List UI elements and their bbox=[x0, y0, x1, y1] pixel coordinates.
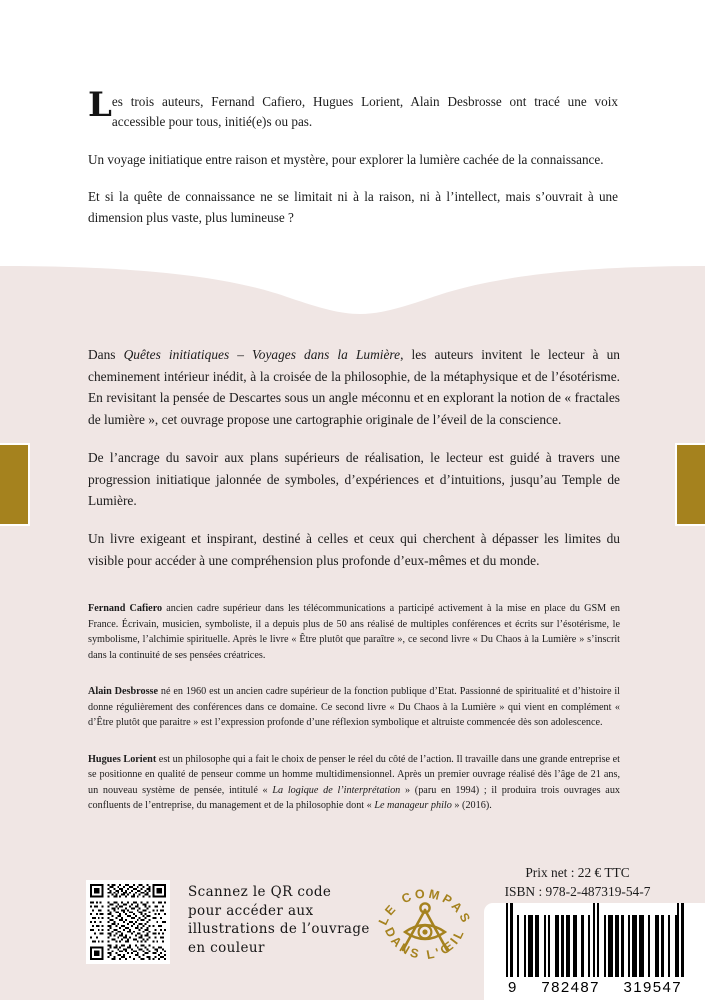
qr-caption-line-4: en couleur bbox=[188, 939, 265, 956]
book-title-italic: Quêtes initiatiques – Voyages dans la Lumière bbox=[123, 347, 401, 362]
author-name-desbrosse: Alain Desbrosse bbox=[88, 686, 159, 697]
qr-code-svg bbox=[88, 882, 168, 962]
author-bio-desbrosse-text: né en 1960 est un ancien cadre supérieur de la fonction publique d’Etat. Passionné de spiritualité et d’histoire il donne régulièrement des conférences dans ce domaine. Ce second livre « Du Chaos à la Lumière » qui vient en complément « d’Être plutôt que paraitre » est l’expression profonde d’une réflexion symbolique et altruiste commencée dès son adolescence. bbox=[88, 686, 620, 728]
author-name-cafiero: Fernand Cafiero bbox=[88, 603, 163, 614]
barcode-digit-group-3: 319547 bbox=[623, 979, 682, 996]
barcode-digits bbox=[506, 979, 684, 996]
price-isbn-block bbox=[470, 864, 685, 901]
blurb-text-block bbox=[88, 344, 620, 571]
gold-tab-right bbox=[675, 443, 705, 526]
qr-caption-line-1: Scannez le QR code bbox=[188, 884, 332, 900]
price-line: Prix net : 22 € TTC bbox=[525, 865, 630, 880]
author-bio-lorient bbox=[88, 752, 620, 814]
logo-text-bottom: DANS L'ŒIL bbox=[381, 925, 468, 963]
qr-caption-line-2: pour accéder aux bbox=[188, 902, 314, 919]
isbn-line: ISBN : 978-2-487319-54-7 bbox=[504, 883, 651, 899]
eye-pupil bbox=[422, 929, 427, 934]
blurb-paragraph-3: Un livre exigeant et inspirant, destiné à celles et ceux qui cherchent à dépasser les limites du visible pour accéder à une compréhension plus profonde d’eux-mêmes et du monde. bbox=[88, 530, 620, 568]
author-bio-cafiero bbox=[88, 601, 620, 663]
author-bio-lorient-text-3: » (2016). bbox=[451, 800, 492, 811]
work-title-logique: La logique de l’interprétation bbox=[272, 784, 401, 796]
author-name-lorient: Hugues Lorient bbox=[88, 753, 157, 765]
author-bio-desbrosse bbox=[88, 684, 620, 731]
gold-tab-left bbox=[0, 443, 30, 526]
qr-code-icon[interactable] bbox=[86, 880, 170, 964]
author-bios-block bbox=[88, 601, 620, 814]
barcode-icon bbox=[506, 915, 684, 996]
author-bio-lorient-text-2: » (paru en 1994) ; il produira trois ouvrages aux confluents de l’entreprise, du management et de la philosophie dont « bbox=[88, 784, 621, 811]
work-title-manageur: Le manageur philo bbox=[374, 800, 452, 811]
qr-caption bbox=[188, 880, 370, 958]
qr-caption-line-3: illustrations de l’ouvrage bbox=[188, 921, 370, 938]
barcode-bars bbox=[506, 915, 684, 977]
logo-text-top: LE COMPAS bbox=[375, 886, 475, 928]
intro-paragraph-1 bbox=[88, 85, 618, 133]
compass-eye-icon bbox=[369, 868, 481, 980]
intro-paragraph-3: Et si la quête de connaissance ne se limitait ni à la raison, ni à l’intellect, mais s’ouvrait à une dimension plus vaste, plus lumineuse ? bbox=[88, 189, 618, 225]
drop-cap-letter: L bbox=[88, 85, 111, 125]
intro-paragraph-1-text: es trois auteurs, Fernand Cafiero, Hugues Lorient, Alain Desbrosse ont tracé une voix accessible pour tous, initié(e)s ou pas. bbox=[111, 94, 618, 130]
barcode-digit-group-1: 9 bbox=[508, 979, 518, 996]
blurb-p1-lead: Dans bbox=[88, 347, 124, 362]
blurb-p1-rest: , les auteurs invitent le lecteur à un cheminement intérieur inédit, à la croisée de la philosophie, de la métaphysique et de l’ésotérisme. En revisitant la pensée de Descartes sous un angle méconnu et en explorant la notion de « fractales de lumière », cet ouvrage propose une cartographie originale de l’éveil de la conscience. bbox=[88, 347, 620, 428]
publisher-logo bbox=[369, 868, 481, 980]
intro-text-block bbox=[88, 85, 618, 228]
blurb-paragraph-2: De l’ancrage du savoir aux plans supérieurs de réalisation, le lecteur est guidé à travers une progression initiatique jalonnée de symboles, d’expériences et d’intuitions, jusqu’au Temple de Lumière. bbox=[88, 449, 620, 509]
qr-code-block bbox=[86, 880, 370, 964]
barcode-digit-group-2: 782487 bbox=[541, 979, 600, 996]
svg-text:LE COMPAS bbox=[376, 887, 474, 928]
author-bio-lorient-text-1: est un philosophe qui a fait le choix de penser le réel du côté de l’action. Il travaille dans une grande entreprise et se positionne en qualité de penseur comme un homme multidimensionnel. Après un premier ouvrage réalisé dès l’âge de 21 ans, un nouveau système de pensée, intitulé « bbox=[88, 753, 620, 796]
author-bio-cafiero-text: ancien cadre supérieur dans les télécommunications a participé activement à la mise en place du GSM en France. Écrivain, musicien, symboliste, il a depuis plus de 50 ans réalisé de multiples conférences et écrits sur l’ésotérisme, le symbolisme, l’alchimie spirituelle. Après le livre « Être plutôt que paraître », ce second livre « Du Chaos à la Lumière » s’inscrit dans la continuité de ses pensées créatrices. bbox=[88, 603, 620, 661]
blurb-paragraph-1 bbox=[88, 344, 620, 431]
barcode-panel bbox=[484, 903, 705, 1000]
intro-paragraph-2: Un voyage initiatique entre raison et mystère, pour explorer la lumière cachée de la connaissance. bbox=[88, 151, 604, 167]
